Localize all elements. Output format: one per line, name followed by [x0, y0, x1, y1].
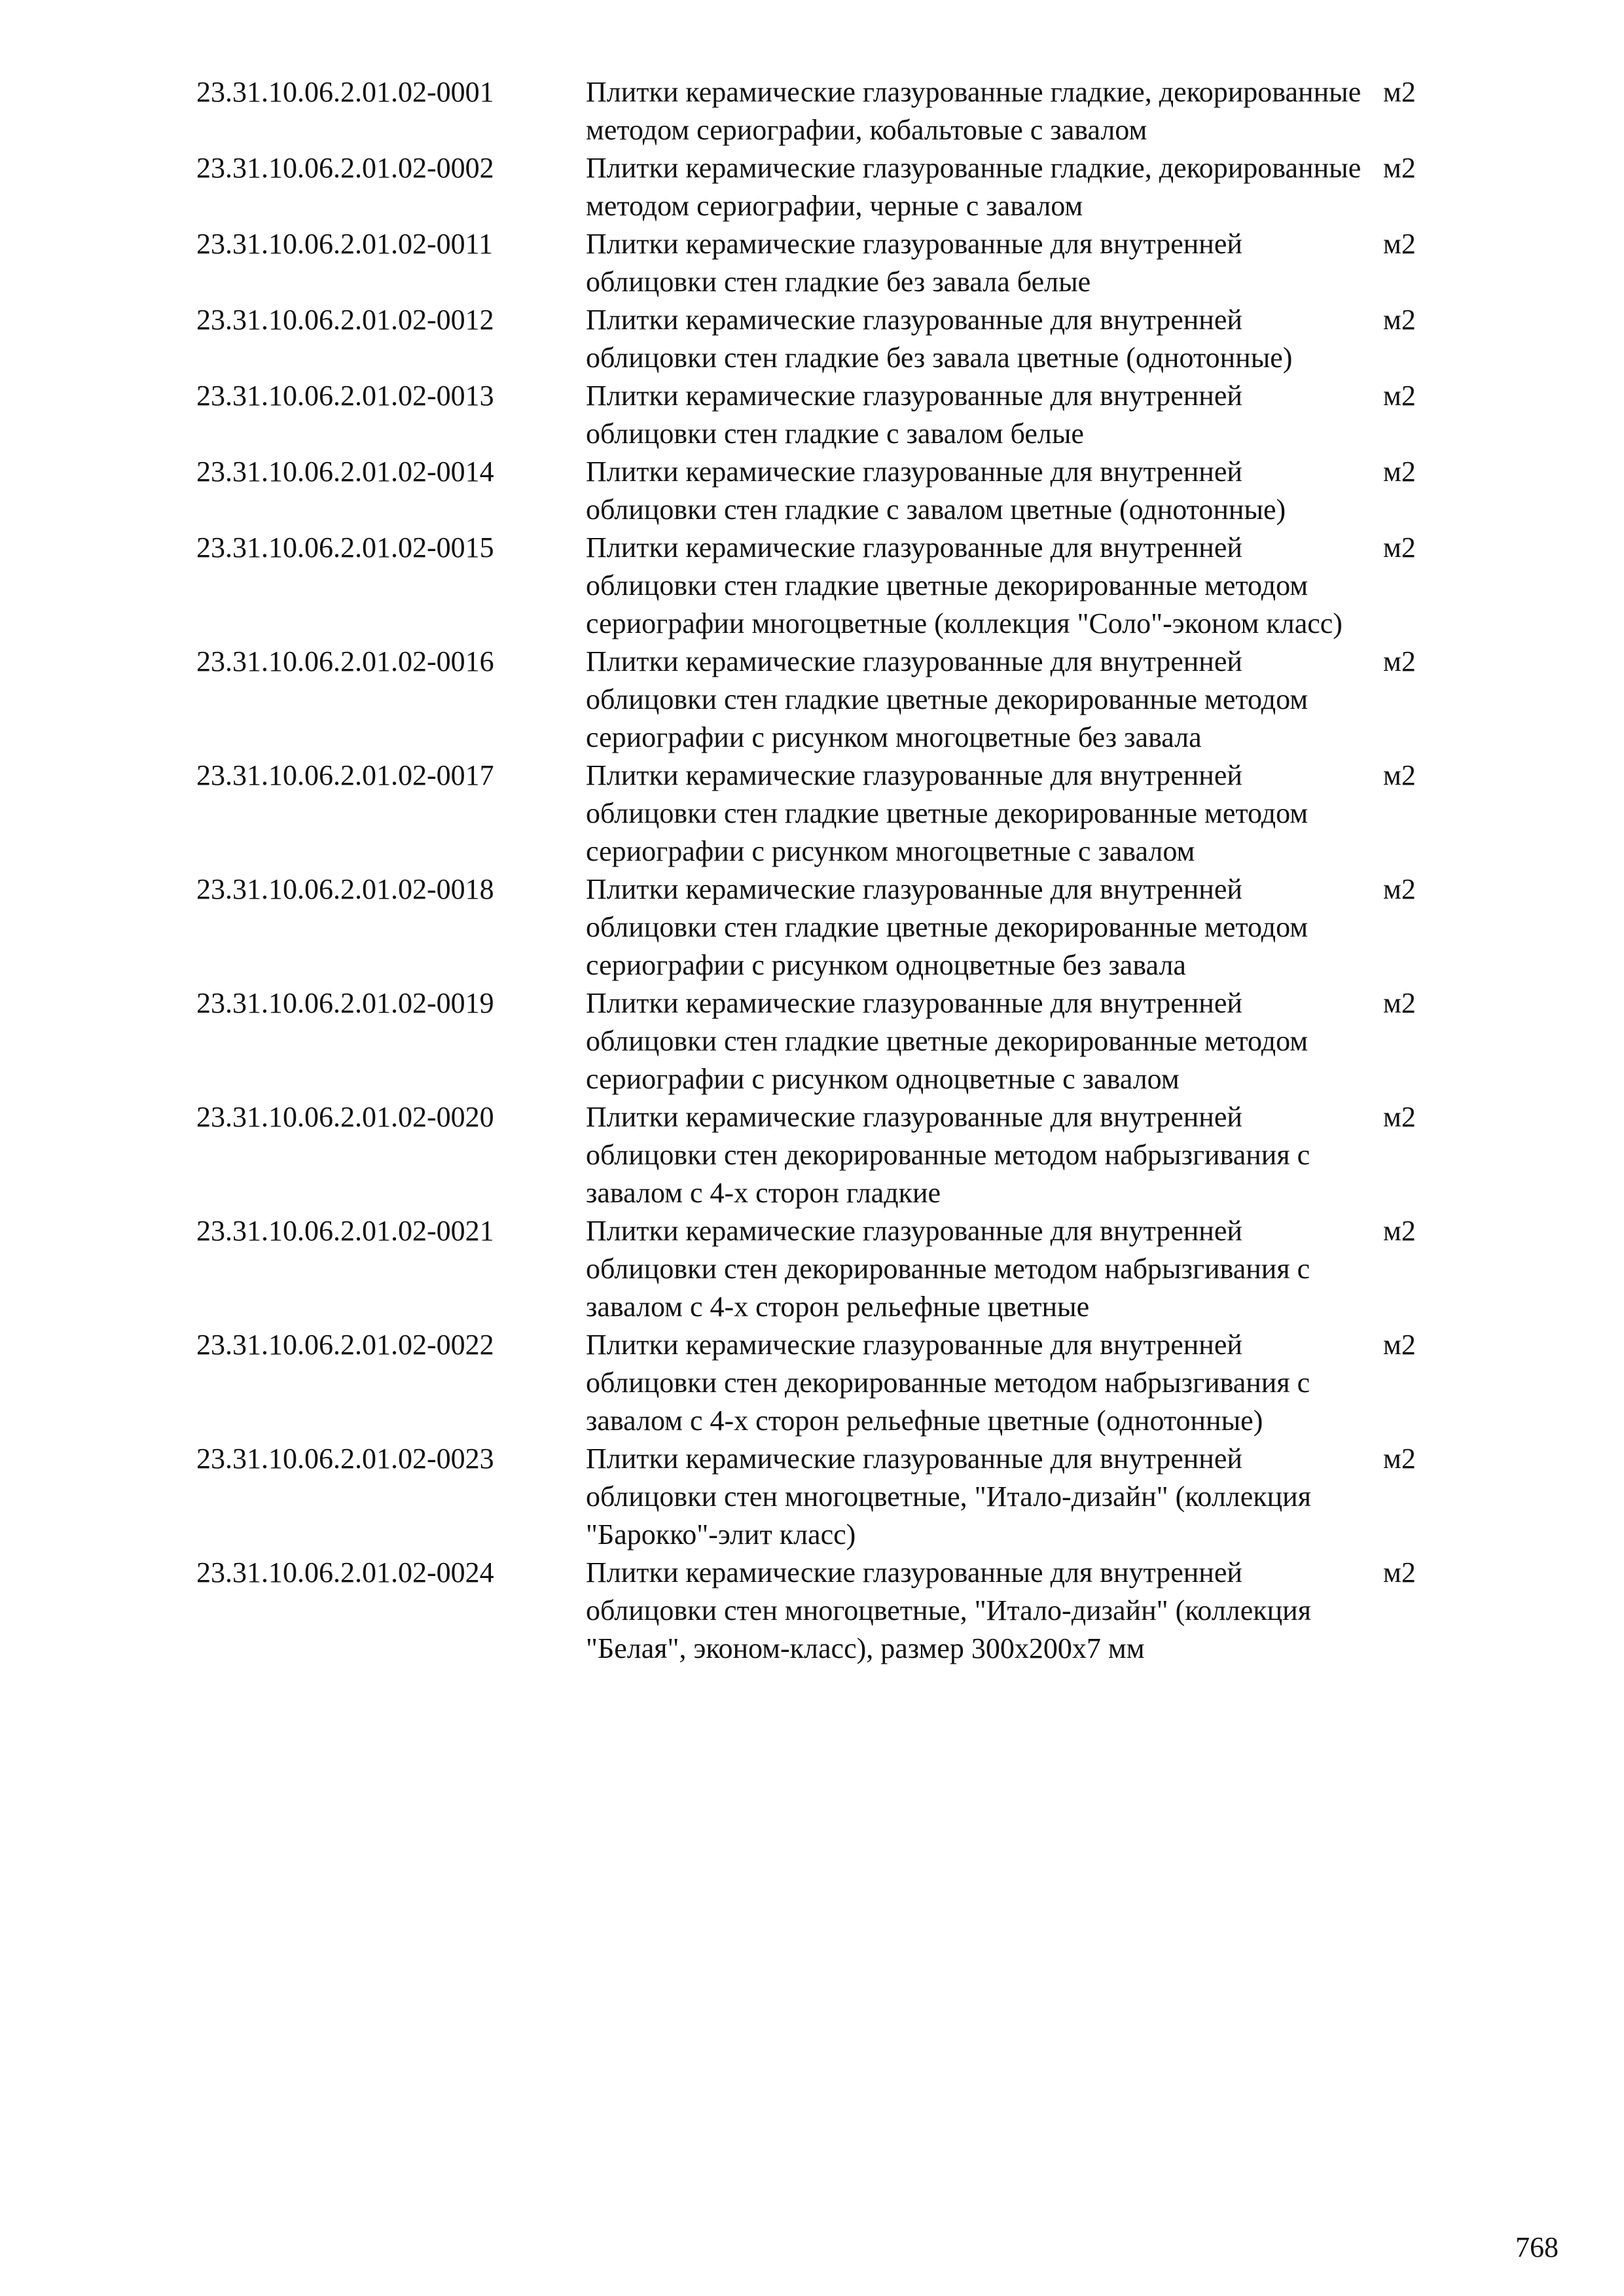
material-name: Плитки керамические глазурованные для внутренней облицовки стен гладкие с завалом цветные (однотонные): [586, 456, 1286, 526]
material-name: Плитки керамические глазурованные для внутренней облицовки стен гладкие без завала белые: [586, 228, 1242, 298]
material-code: 23.31.10.06.2.01.02-0012: [196, 304, 494, 336]
unit-of-measure: м2: [1383, 987, 1416, 1019]
material-code: 23.31.10.06.2.01.02-0013: [196, 380, 494, 412]
unit-of-measure: м2: [1383, 380, 1416, 412]
material-code: 23.31.10.06.2.01.02-0014: [196, 456, 494, 488]
table-row: [196, 529, 1440, 643]
table-row: [196, 1440, 1440, 1554]
material-code: 23.31.10.06.2.01.02-0024: [196, 1556, 494, 1588]
table-row: [196, 73, 1440, 149]
table-row: [196, 301, 1440, 377]
materials-table: [196, 73, 1440, 1668]
material-code: 23.31.10.06.2.01.02-0002: [196, 152, 494, 184]
unit-of-measure: м2: [1383, 1556, 1416, 1588]
page-number: 768: [1515, 2231, 1559, 2263]
unit-of-measure: м2: [1383, 1329, 1416, 1361]
material-code: 23.31.10.06.2.01.02-0015: [196, 531, 494, 564]
unit-of-measure: м2: [1383, 645, 1416, 677]
material-code: 23.31.10.06.2.01.02-0011: [196, 228, 494, 260]
material-code: 23.31.10.06.2.01.02-0001: [196, 76, 494, 108]
material-name: Плитки керамические глазурованные для внутренней облицовки стен гладкие без завала цветные (однотонные): [586, 304, 1293, 374]
unit-of-measure: м2: [1383, 304, 1416, 336]
table-row: [196, 453, 1440, 529]
unit-of-measure: м2: [1383, 152, 1416, 184]
unit-of-measure: м2: [1383, 1101, 1416, 1133]
material-name: Плитки керамические глазурованные гладкие, декорированные методом сериографии, кобальтовые с завалом: [586, 76, 1362, 146]
material-name: Плитки керамические глазурованные для внутренней облицовки стен многоцветные, "Итало-дизайн" (коллекция "Барокко"-элит класс): [586, 1443, 1311, 1551]
material-name: Плитки керамические глазурованные для внутренней облицовки стен декорированные методом набрызгивания с завалом с 4-х сторон гладкие: [586, 1101, 1310, 1209]
unit-of-measure: м2: [1383, 1215, 1416, 1247]
table-row: [196, 757, 1440, 870]
material-name: Плитки керамические глазурованные для внутренней облицовки стен многоцветные, "Итало-дизайн" (коллекция "Белая", эконом-класс), размер 300х200х7 мм: [586, 1556, 1311, 1664]
material-code: 23.31.10.06.2.01.02-0020: [196, 1101, 494, 1133]
table-row: [196, 870, 1440, 984]
material-code: 23.31.10.06.2.01.02-0018: [196, 873, 494, 905]
unit-of-measure: м2: [1383, 1443, 1416, 1475]
unit-of-measure: м2: [1383, 456, 1416, 488]
table-row: [196, 1554, 1440, 1668]
material-code: 23.31.10.06.2.01.02-0022: [196, 1329, 494, 1361]
unit-of-measure: м2: [1383, 873, 1416, 905]
unit-of-measure: м2: [1383, 531, 1416, 564]
table-row: [196, 225, 1440, 301]
table-row: [196, 643, 1440, 757]
table-row: [196, 1326, 1440, 1440]
material-code: 23.31.10.06.2.01.02-0023: [196, 1443, 494, 1475]
material-name: Плитки керамические глазурованные для внутренней облицовки стен декорированные методом набрызгивания с завалом с 4-х сторон рельефные цветные: [586, 1215, 1310, 1323]
table-row: [196, 377, 1440, 453]
material-name: Плитки керамические глазурованные для внутренней облицовки стен гладкие цветные декорированные методом сериографии с рисунком одноцветные с завалом: [586, 987, 1308, 1095]
table-row: [196, 984, 1440, 1098]
table-row: [196, 149, 1440, 225]
material-name: Плитки керамические глазурованные для внутренней облицовки стен гладкие цветные декорированные методом сериографии с рисунком многоцветные с завалом: [586, 759, 1308, 867]
material-code: 23.31.10.06.2.01.02-0021: [196, 1215, 494, 1247]
material-code: 23.31.10.06.2.01.02-0019: [196, 987, 494, 1019]
material-code: 23.31.10.06.2.01.02-0016: [196, 645, 494, 677]
unit-of-measure: м2: [1383, 76, 1416, 108]
material-name: Плитки керамические глазурованные для внутренней облицовки стен гладкие цветные декорированные методом сериографии с рисунком многоцветные без завала: [586, 645, 1308, 753]
material-name: Плитки керамические глазурованные для внутренней облицовки стен гладкие цветные декорированные методом сериографии многоцветные (коллекция "Соло"-эконом класс): [586, 531, 1343, 639]
table-row: [196, 1212, 1440, 1326]
material-name: Плитки керамические глазурованные гладкие, декорированные методом сериографии, черные с завалом: [586, 152, 1362, 222]
material-code: 23.31.10.06.2.01.02-0017: [196, 759, 494, 791]
material-name: Плитки керамические глазурованные для внутренней облицовки стен гладкие с завалом белые: [586, 380, 1242, 450]
table-row: [196, 1098, 1440, 1212]
material-name: Плитки керамические глазурованные для внутренней облицовки стен декорированные методом набрызгивания с завалом с 4-х сторон рельефные цветные (однотонные): [586, 1329, 1310, 1437]
material-name: Плитки керамические глазурованные для внутренней облицовки стен гладкие цветные декорированные методом сериографии с рисунком одноцветные без завала: [586, 873, 1308, 981]
unit-of-measure: м2: [1383, 759, 1416, 791]
unit-of-measure: м2: [1383, 228, 1416, 260]
